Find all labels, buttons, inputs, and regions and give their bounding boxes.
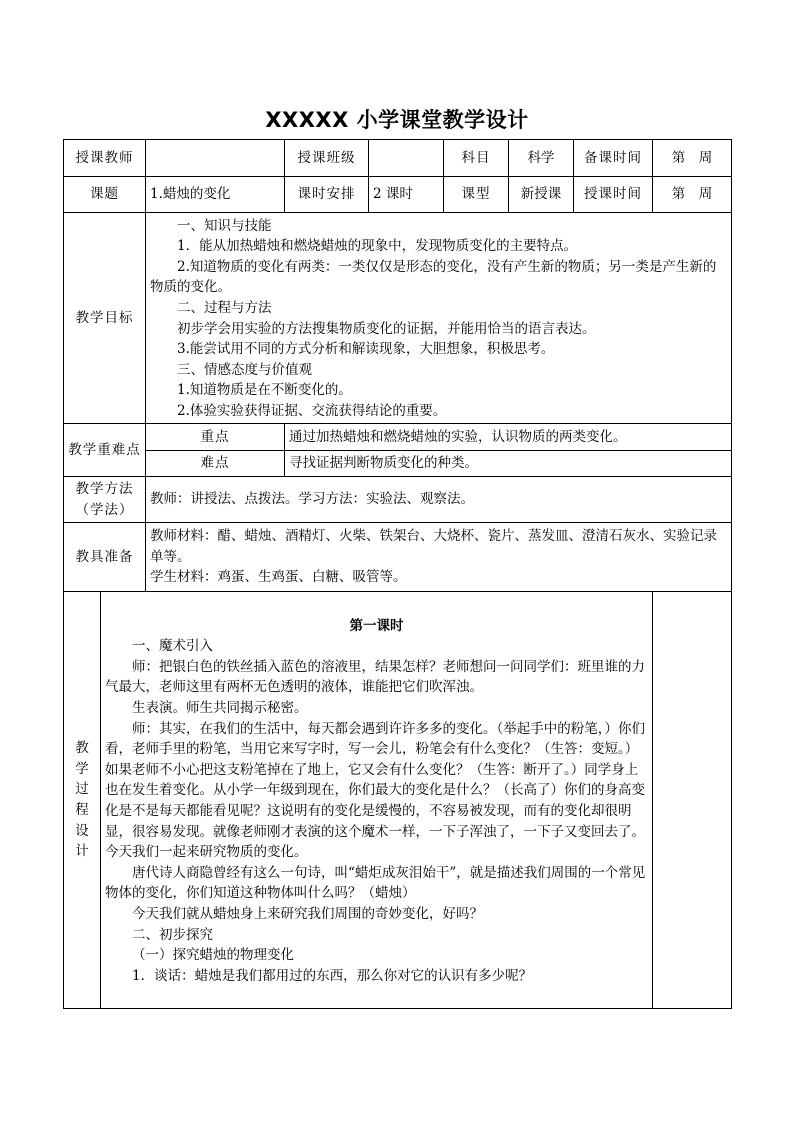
materials-content [146,523,732,592]
lesson-plan-table [63,139,732,1009]
process-line: 师：其实，在我们的生活中，每天都会遇到许许多多的变化。（举起手中的粉笔，）你们看，老师手里的粉笔，当用它来写字时，写一会儿，粉笔会有什么变化？（生答：变短。）如果老师不小心把这支粉笔掉在了地上，它又会有什么变化？（生答：断开了。）同学身上也在发生着变化。从小学一年级到现在，你们最大的变化是什么？（长高了）你们的身高变化是不是每天都能看见呢？这说明有的变化是缓慢的，不容易被发现，而有的变化却很明显，很容易发现。就像老师刚才表演的这个魔术一样，一下子浑浊了，一下子又变回去了。今天我们一起来研究物质的变化。 [105,720,645,861]
objective-line: 1．能从加热蜡烛和燃烧蜡烛的现象中，发现物质变化的主要特点。 [177,238,578,255]
difficulty-text: 寻找证据判断物质变化的种类。 [285,451,732,477]
teach-time-value: 第 周 [653,177,732,213]
prep-time-label: 备课时间 [574,140,653,177]
process-row [64,592,732,1009]
class-value [369,140,444,177]
process-content [101,592,653,1009]
hours-label: 课时安排 [285,177,369,213]
subject-value: 科学 [509,140,574,177]
type-value: 新授课 [509,177,574,213]
objective-line: 3.能尝试用不同的方式分析和解读现象，大胆想象，积极思考。 [177,341,555,358]
focus-row [64,424,732,451]
methods-text: 教师：讲授法、点拨法。学习方法：实验法、观察法。 [146,477,732,523]
focus-label: 重点 [146,424,285,451]
process-line: 一、魔术引入 [132,638,213,655]
process-label: 教 学 过 程 设 计 [64,592,101,1009]
objective-line: 二、过程与方法 [177,299,272,316]
process-line: 二、初步探究 [132,926,213,943]
page-title: XXXXX 小学课堂教学设计 [265,108,529,132]
objective-line: 一、知识与技能 [177,217,272,234]
process-line: 1．谈话：蜡烛是我们都用过的东西，那么你对它的认识有多少呢？ [132,967,533,984]
focus-text: 通过加热蜡烛和燃烧蜡烛的实验，认识物质的两类变化。 [285,424,732,451]
process-line: （一）探究蜡烛的物理变化 [132,947,294,964]
lesson-title: 第一课时 [349,617,404,634]
objectives-content [146,213,732,424]
key-points-label: 教学重难点 [64,424,146,477]
type-label: 课型 [444,177,509,213]
header-row-1 [64,140,732,177]
materials-label: 教具准备 [64,523,146,592]
subject-label: 科目 [444,140,509,177]
student-materials: 学生材料：鸡蛋、生鸡蛋、白糖、吸管等。 [150,569,407,586]
difficulty-row [64,451,732,477]
objectives-row [64,213,732,424]
methods-row [64,477,732,523]
process-line: 生表演。师生共同揭示秘密。 [132,700,308,717]
objective-line: 三、情感态度与价值观 [177,361,312,378]
teach-time-label: 授课时间 [574,177,653,213]
class-label: 授课班级 [285,140,369,177]
topic-value: 1.蜡烛的变化 [146,177,285,213]
prep-time-value: 第 周 [653,140,732,177]
materials-row [64,523,732,592]
process-notes-column [653,592,732,1009]
difficulty-label: 难点 [146,451,285,477]
objective-line: 1.知道物质是在不断变化的。 [177,382,352,399]
process-line: 唐代诗人商隐曾经有这么一句诗，叫“蜡炬成灰泪始干”，就是描述我们周围的一个常见物体的变化，你们知道这种物体叫什么吗？（蜡烛） [105,864,646,902]
hours-value: 2 课时 [369,177,444,213]
objective-line: 初步学会用实验的方法搜集物质变化的证据，并能用恰当的语言表达。 [177,320,596,337]
header-row-2 [64,177,732,213]
methods-label: 教学方法（学法） [64,477,146,523]
objective-line: 2.体验实验获得证据、交流获得结论的重要。 [177,402,447,419]
topic-label: 课题 [64,177,146,213]
objectives-label: 教学目标 [64,213,146,424]
teacher-value [146,140,285,177]
objective-line: 2.知道物质的变化有两类：一类仅仅是形态的变化，没有产生新的物质；另一类是产生新的物质的变化。 [150,258,717,296]
teacher-label: 授课教师 [64,140,146,177]
process-line: 师：把银白色的铁丝插入蓝色的溶液里，结果怎样？老师想问一问同学们：班里谁的力气最大，老师这里有两杯无色透明的液体，谁能把它们吹浑浊。 [105,658,645,696]
process-line: 今天我们就从蜡烛身上来研究我们周围的奇妙变化，好吗？ [132,905,483,922]
teacher-materials: 教师材料：醋、蜡烛、酒精灯、火柴、铁架台、大烧杯、瓷片、蒸发皿、澄清石灰水、实验记录单等。 [150,528,717,565]
